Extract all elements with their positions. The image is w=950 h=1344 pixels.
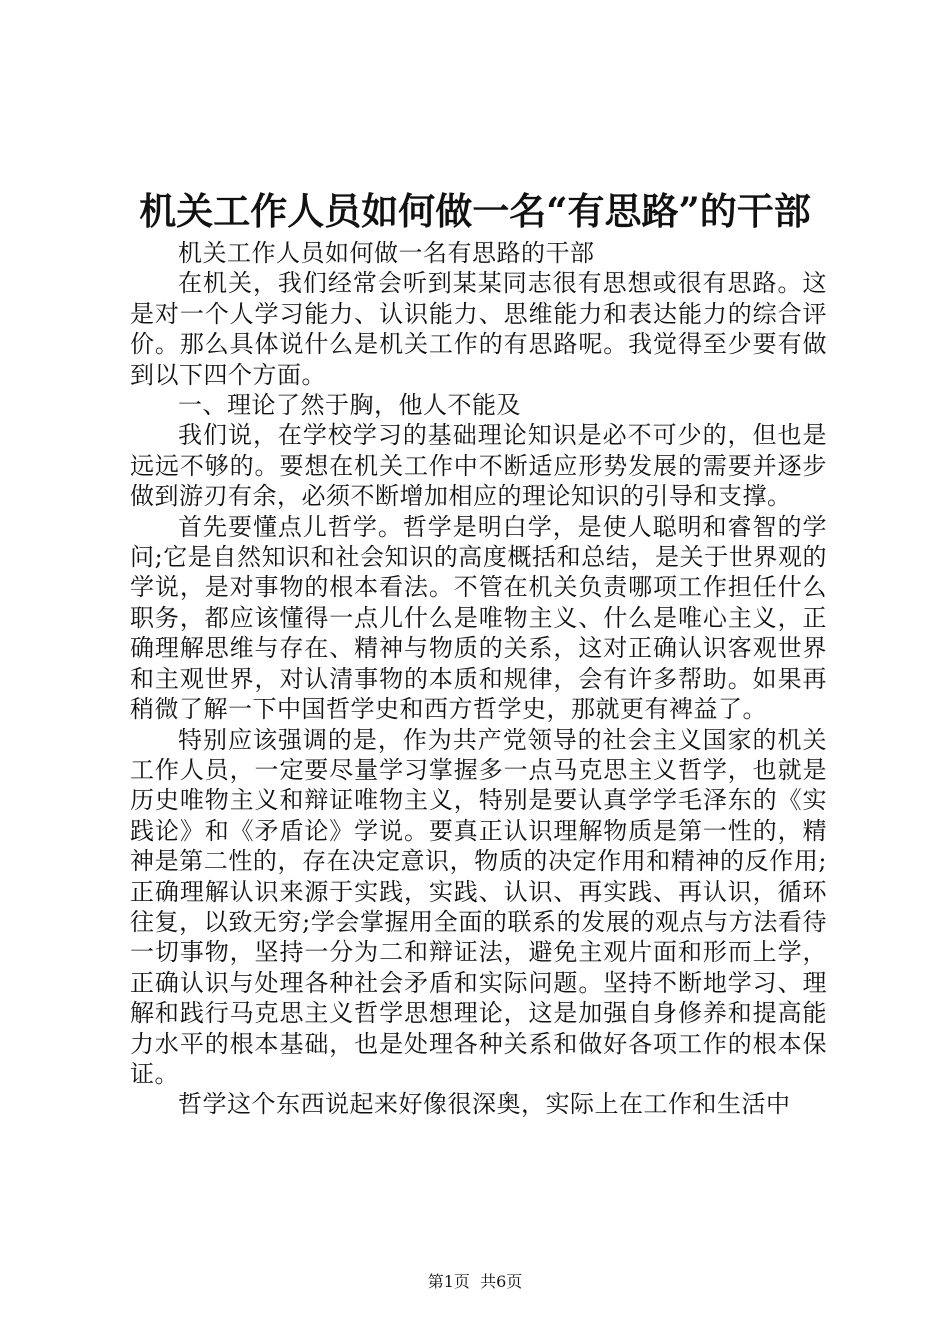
page-footer — [0, 1272, 950, 1292]
document-body — [130, 238, 827, 1120]
intro-paragraph: 在机关，我们经常会听到某某同志很有思想或很有思路。这是对一个人学习能力、认识能力、思维能力和表达能力的综合评价。那么具体说什么是机关工作的有思路呢。我觉得至少要有做到以下四个方面。 — [130, 269, 827, 389]
section-heading-1: 一、理论了然于胸，他人不能及 — [178, 391, 521, 420]
document-title: 机关工作人员如何做一名“有思路”的干部 — [139, 189, 811, 233]
body-paragraph: 特别应该强调的是，作为共产党领导的社会主义国家的机关工作人员，一定要尽量学习掌握多一点马克思主义哲学，也就是历史唯物主义和辩证唯物主义，特别是要认真学学毛泽东的《实践论》和《矛盾论》学说。要真正认识理解物质是第一性的，精神是第二性的，存在决定意识，物质的决定作用和精神的反作用;正确理解认识来源于实践，实践、认识、再实践、再认识，循环往复，以致无穷;学会掌握用全面的联系的发展的观点与方法看待一切事物，坚持一分为二和辩证法，避免主观片面和形而上学，正确认识与处理各种社会矛盾和实际问题。坚持不断地学习、理解和践行马克思主义哲学思想理论，这是加强自身修养和提高能力水平的根本基础，也是处理各种关系和做好各项工作的根本保证。 — [130, 725, 827, 1088]
page-number-label: 第1页 共6页 — [427, 1272, 523, 1291]
body-paragraph: 哲学这个东西说起来好像很深奥，实际上在工作和生活中 — [178, 1090, 791, 1119]
body-paragraph: 我们说，在学校学习的基础理论知识是必不可少的，但也是远远不够的。要想在机关工作中不断适应形势发展的需要并逐步做到游刃有余，必须不断增加相应的理论知识的引导和支撑。 — [130, 421, 827, 511]
body-paragraph: 首先要懂点儿哲学。哲学是明白学，是使人聪明和睿智的学问;它是自然知识和社会知识的高度概括和总结，是关于世界观的学说，是对事物的根本看法。不管在机关负责哪项工作担任什么职务，都应该懂得一点儿什么是唯物主义、什么是唯心主义，正确理解思维与存在、精神与物质的关系，这对正确认识客观世界和主观世界，对认清事物的本质和规律，会有许多帮助。如果再稍微了解一下中国哲学史和西方哲学史，那就更有裨益了。 — [130, 512, 827, 724]
subtitle-paragraph: 机关工作人员如何做一名有思路的干部 — [178, 239, 595, 267]
